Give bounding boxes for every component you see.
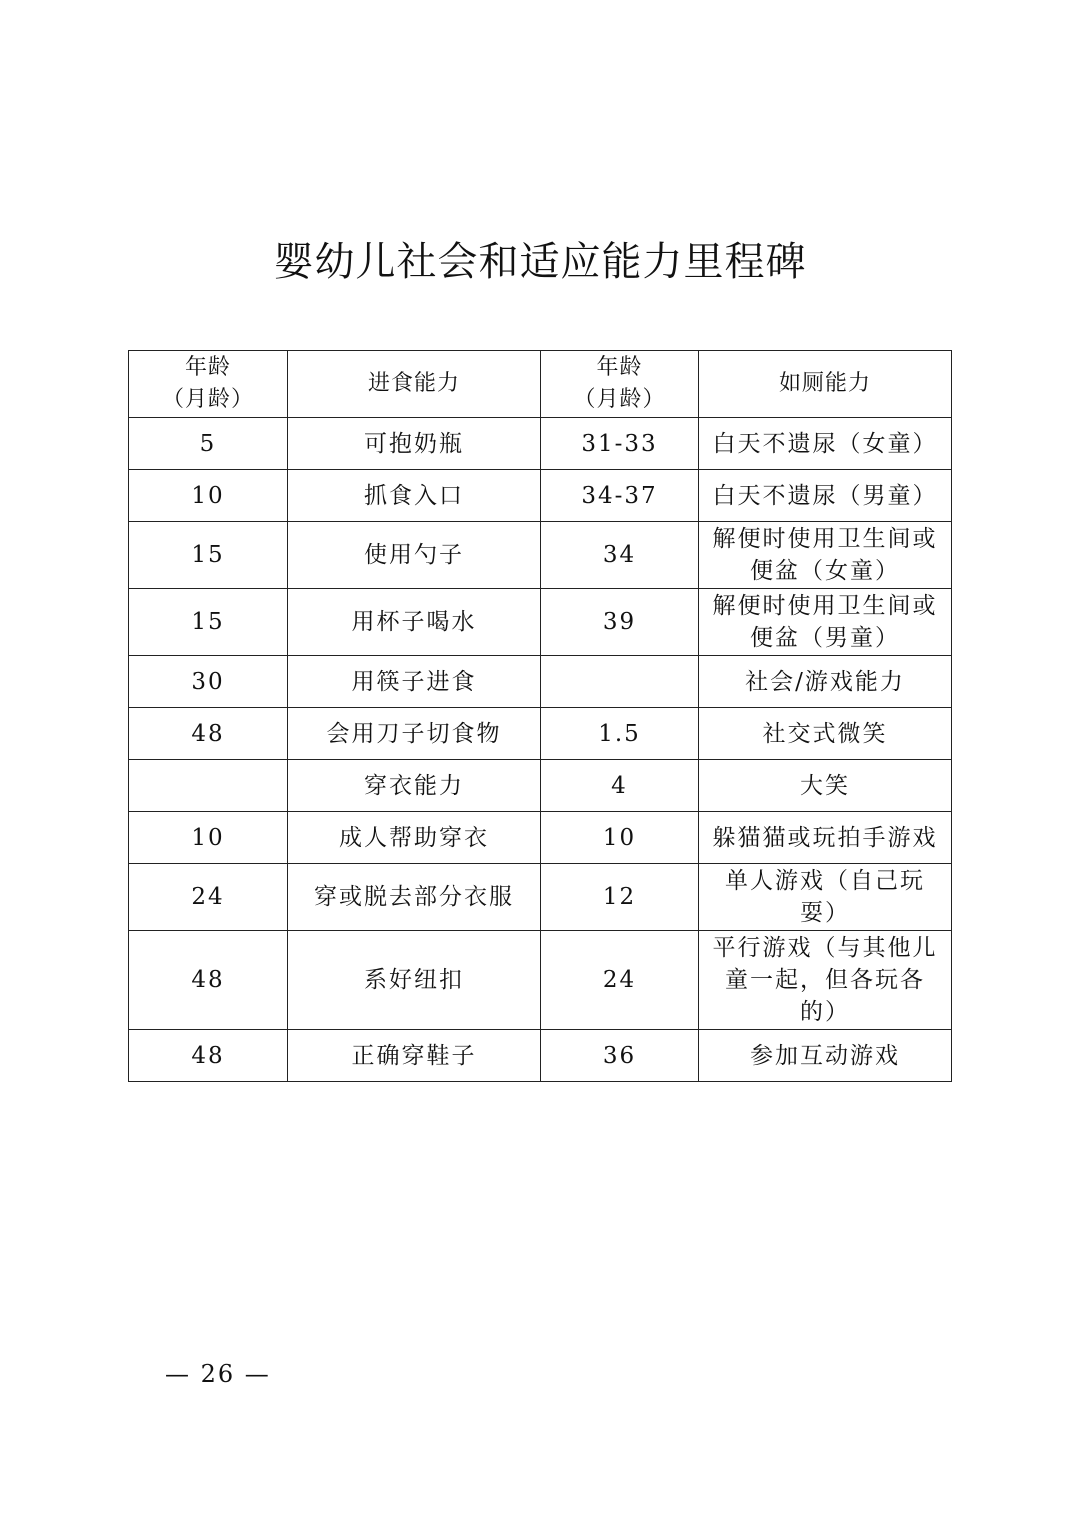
table-cell: 24 — [129, 864, 288, 931]
table-cell: 48 — [129, 1030, 288, 1082]
table-cell — [541, 656, 699, 708]
table-row — [129, 708, 952, 760]
table-cell: 穿或脱去部分衣服 — [288, 864, 541, 931]
table-cell — [129, 760, 288, 812]
table-cell: 大笑 — [699, 760, 952, 812]
table-cell: 躲猫猫或玩拍手游戏 — [699, 812, 952, 864]
table-cell: 34-37 — [541, 470, 699, 522]
table-cell: 10 — [129, 812, 288, 864]
table-cell: 48 — [129, 931, 288, 1030]
table-row — [129, 470, 952, 522]
table-row — [129, 864, 952, 931]
table-row — [129, 418, 952, 470]
table-row — [129, 522, 952, 589]
table-cell: 48 — [129, 708, 288, 760]
table-cell: 用杯子喝水 — [288, 589, 541, 656]
table-cell: 平行游戏（与其他儿童一起，但各玩各的） — [699, 931, 952, 1030]
table-row — [129, 931, 952, 1030]
milestone-table — [128, 350, 952, 1082]
table-cell: 34 — [541, 522, 699, 589]
table-cell: 15 — [129, 589, 288, 656]
table-cell: 抓食入口 — [288, 470, 541, 522]
table-cell: 31-33 — [541, 418, 699, 470]
table-cell: 白天不遗尿（女童） — [699, 418, 952, 470]
table-cell: 用筷子进食 — [288, 656, 541, 708]
table-cell: 使用勺子 — [288, 522, 541, 589]
table-row — [129, 656, 952, 708]
header-feeding-ability: 进食能力 — [288, 351, 541, 418]
table-cell: 正确穿鞋子 — [288, 1030, 541, 1082]
table-cell: 5 — [129, 418, 288, 470]
header-age-toilet: 年龄 （月龄） — [541, 351, 699, 418]
table-row — [129, 589, 952, 656]
table-row — [129, 760, 952, 812]
header-age-feeding: 年龄 （月龄） — [129, 351, 288, 418]
table-cell: 系好纽扣 — [288, 931, 541, 1030]
table-cell: 参加互动游戏 — [699, 1030, 952, 1082]
table-cell: 会用刀子切食物 — [288, 708, 541, 760]
table-cell: 10 — [541, 812, 699, 864]
table-cell: 白天不遗尿（男童） — [699, 470, 952, 522]
header-toilet-ability: 如厕能力 — [699, 351, 952, 418]
page-number: — 26 — — [165, 1360, 271, 1388]
table-row — [129, 812, 952, 864]
table-cell: 社交式微笑 — [699, 708, 952, 760]
table-cell: 36 — [541, 1030, 699, 1082]
table-cell: 解便时使用卫生间或便盆（女童） — [699, 522, 952, 589]
table-cell: 成人帮助穿衣 — [288, 812, 541, 864]
table-cell: 15 — [129, 522, 288, 589]
table-cell: 4 — [541, 760, 699, 812]
table-cell: 单人游戏（自己玩耍） — [699, 864, 952, 931]
section-heading-dressing: 穿衣能力 — [288, 760, 541, 812]
table-row — [129, 1030, 952, 1082]
table-cell: 1.5 — [541, 708, 699, 760]
table-cell: 39 — [541, 589, 699, 656]
table-cell: 12 — [541, 864, 699, 931]
page-title: 婴幼儿社会和适应能力里程碑 — [273, 239, 807, 285]
table-cell: 24 — [541, 931, 699, 1030]
section-heading-social-play: 社会/游戏能力 — [699, 656, 952, 708]
table-cell: 可抱奶瓶 — [288, 418, 541, 470]
table-cell: 解便时使用卫生间或便盆（男童） — [699, 589, 952, 656]
table-header-row — [129, 351, 952, 418]
table-cell: 10 — [129, 470, 288, 522]
table-cell: 30 — [129, 656, 288, 708]
